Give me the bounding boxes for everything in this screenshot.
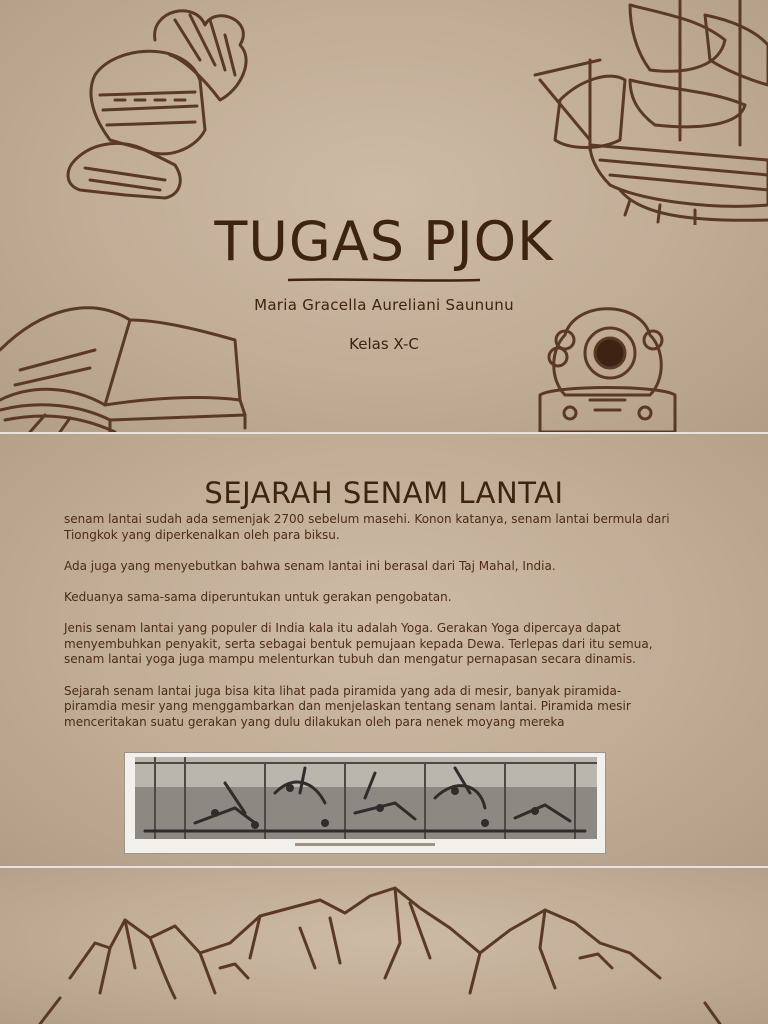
paragraph: Jenis senam lantai yang populer di India kala itu adalah Yoga. Gerakan Yoga dipercaya dapat menyembuhkan penyakit, serta sebagai bentuk pemujaan kepada Dewa. Terlepas dari itu semua, senam lantai yoga juga mampu melenturkan tubuh dan mengatur pernapasan secara dinamis. xyxy=(64,621,653,667)
gymnasium-engraving xyxy=(124,752,606,854)
paragraph: Keduanya sama-sama diperuntukan untuk gerakan pengobatan. xyxy=(64,589,452,604)
author-name: Maria Gracella Aureliani Saununu xyxy=(254,296,514,314)
section-title: SEJARAH SENAM LANTAI xyxy=(204,476,564,510)
gymnasium-engraving-icon xyxy=(125,753,605,853)
diving-helmet-icon xyxy=(535,295,680,432)
paragraph: senam lantai sudah ada semenjak 2700 sebelum masehi. Konon katanya, senam lantai bermula dari Tiongkok yang diperkenalkan oleh para biksu. xyxy=(64,512,670,542)
paragraph: Ada juga yang menyebutkan bahwa senam lantai ini berasal dari Taj Mahal, India. xyxy=(64,558,556,573)
mountain-range-icon xyxy=(0,868,768,1024)
open-book-icon xyxy=(0,290,250,432)
mountain-slide xyxy=(0,868,768,1024)
title-divider xyxy=(288,278,480,282)
class-label: Kelas X-C xyxy=(349,335,419,353)
history-slide xyxy=(0,434,768,866)
knight-helmet-icon xyxy=(55,0,265,205)
page-title: TUGAS PJOK xyxy=(214,210,554,273)
sailing-ship-icon xyxy=(530,0,768,225)
body-text xyxy=(64,512,674,746)
title-slide xyxy=(0,0,768,432)
paragraph: Sejarah senam lantai juga bisa kita lihat pada piramida yang ada di mesir, banyak piramida-piramdia mesir yang menggambarkan dan menjelaskan tentang senam lantai. Piramida mesir menceritakan suatu gerakan yang dulu dilakukan oleh para nenek moyang mereka xyxy=(64,683,631,729)
